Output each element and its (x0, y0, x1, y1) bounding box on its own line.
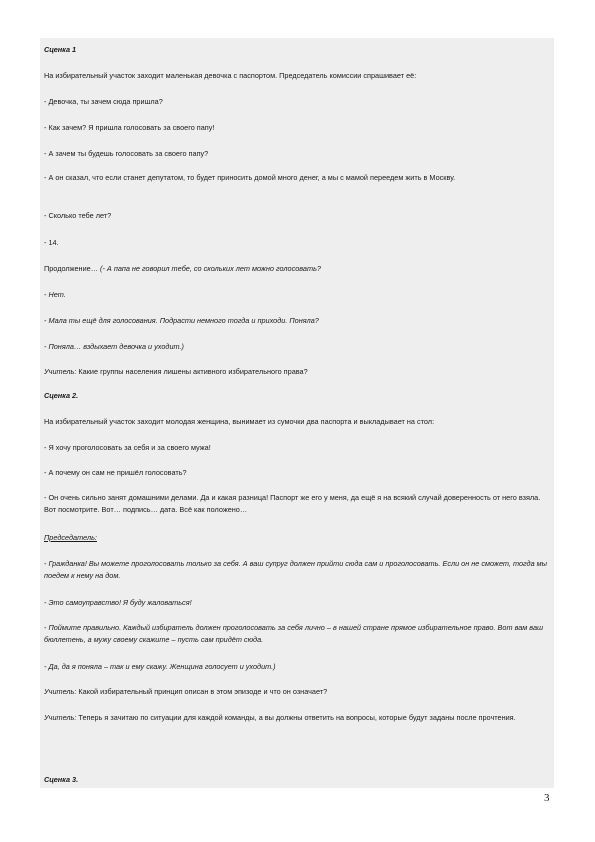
scene-3-heading: Сценка 3. (44, 775, 79, 784)
teacher-instruction (44, 712, 550, 724)
dialogue-line: - А он сказал, что если станет депутатом, то будет приносить домой много денег, а мы с мамой переедем жить в Москву. (44, 173, 456, 182)
teacher-label: Учитель: (44, 367, 77, 376)
scene-1-heading: Сценка 1 (44, 45, 77, 54)
scene-2-heading: Сценка 2. (44, 391, 79, 400)
chairman-label: Председатель: (44, 533, 97, 542)
continuation-label: Продолжение… (44, 264, 99, 273)
teacher-label: Учитель: (44, 713, 77, 722)
dialogue-line: - Поняла… вздыхает девочка и уходит.) (44, 342, 184, 351)
dialogue-line: - А зачем ты будешь голосовать за своего папу? (44, 149, 209, 158)
teacher-question (44, 366, 550, 378)
teacher-question-text: Какие группы населения лишены активного избирательного права? (76, 367, 308, 376)
continuation-paragraph (44, 263, 550, 275)
dialogue-line: - Поймите правильно. Каждый избиратель должен проголосовать за себя лично – в нашей стране прямое избирательное право. Вот вам ваш бюллетень, а мужу своему скажите – пусть сам придёт сюда. (44, 623, 544, 644)
dialogue-line: - Сколько тебе лет? (44, 211, 112, 220)
teacher-instruction-text: Теперь я зачитаю по ситуации для каждой команды, а вы должны ответить на вопросы, которые будут заданы после прочтения. (76, 713, 516, 722)
teacher-question (44, 686, 550, 698)
dialogue-line: - Это самоуправство! Я буду жаловаться! (44, 598, 192, 607)
dialogue-line: - Он очень сильно занят домашними делами. Да и какая разница! Паспорт же его у меня, да ещё я на всякий случай доверенность от него взяла. Вот посмотрите. Вот… подпись… дата. Всё как положено… (44, 493, 541, 514)
teacher-question-text: Какой избирательный принцип описан в этом эпизоде и что он означает? (76, 687, 328, 696)
dialogue-line: - Как зачем? Я пришла голосовать за своего папу! (44, 123, 215, 132)
page-number: 3 (544, 792, 550, 804)
dialogue-line: - 14. (44, 238, 59, 247)
dialogue-line: - Девочка, ты зачем сюда пришла? (44, 97, 163, 106)
continuation-text: (- А папа не говорил тебе, со скольких лет можно голосовать? (98, 264, 321, 273)
dialogue-line: - А почему он сам не пришёл голосовать? (44, 468, 187, 477)
teacher-label: Учитель: (44, 687, 77, 696)
dialogue-line: - Я хочу проголосовать за себя и за своего мужа! (44, 443, 211, 452)
dialogue-line: - Гражданка! Вы можете проголосовать только за себя. А ваш супруг должен прийти сюда сам и проголосовать. Если он не сможет, тогда мы поедем к нему на дом. (44, 559, 548, 580)
scene-1-intro: На избирательный участок заходит маленькая девочка с паспортом. Председатель комиссии спрашивает её: (44, 71, 417, 80)
dialogue-line: - Да, да я поняла – так и ему скажу. Женщина голосует и уходит.) (44, 662, 276, 671)
scene-2-intro: На избирательный участок заходит молодая женщина, вынимает из сумочки два паспорта и выкладывает на стол: (44, 417, 435, 426)
dialogue-line: - Мала ты ещё для голосования. Подрасти немного тогда и приходи. Поняла? (44, 316, 319, 325)
dialogue-line: - Нет. (44, 290, 66, 299)
